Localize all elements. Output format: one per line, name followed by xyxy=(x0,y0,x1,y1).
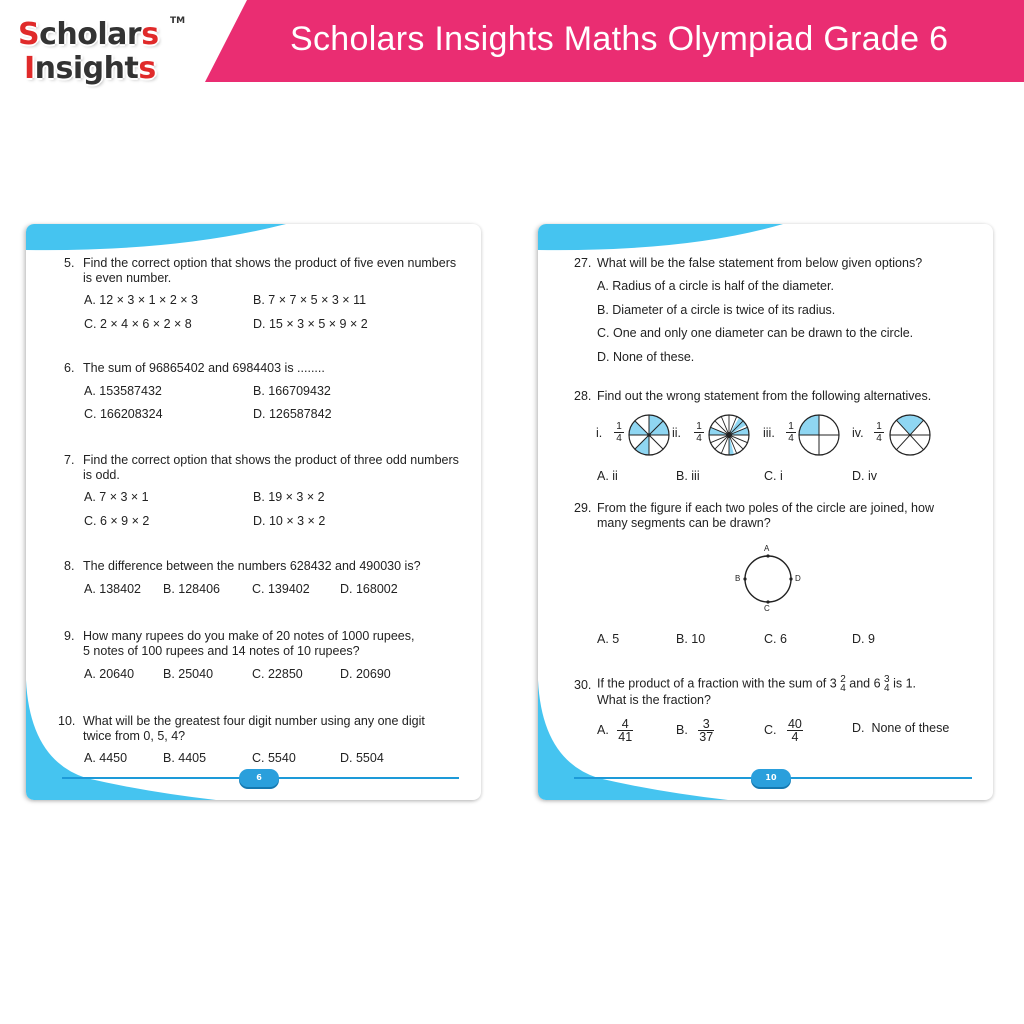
question-number: 9. xyxy=(64,629,75,643)
option-a[interactable]: A. 138402 xyxy=(84,582,141,596)
option-d[interactable]: D. iv xyxy=(852,469,877,483)
question-text: If the product of a fraction with the sum of 3 2 4 and 6 3 4 is 1. xyxy=(597,674,916,694)
question-text: many segments can be drawn? xyxy=(597,516,771,530)
option-a[interactable]: A. 153587432 xyxy=(84,384,162,398)
option-d[interactable]: D. 168002 xyxy=(340,582,398,596)
option-d[interactable]: D. 126587842 xyxy=(253,407,332,421)
option-c[interactable]: C. $\frac{40}{4}$ xyxy=(764,717,802,744)
option-a[interactable]: A. 4450 xyxy=(84,751,128,765)
question-number: 8. xyxy=(64,559,75,573)
option-d[interactable]: D. 20690 xyxy=(340,667,391,681)
question-text: How many rupees do you make of 20 notes of 1000 rupees, xyxy=(83,629,415,643)
option-b[interactable]: B. 4405 xyxy=(163,751,207,765)
top-swoosh-decoration xyxy=(26,224,286,258)
figure-label: i. xyxy=(596,426,603,440)
option-b[interactable]: B. 7 × 7 × 5 × 3 × 11 xyxy=(253,293,367,307)
option-a[interactable]: A. 7 × 3 × 1 xyxy=(84,490,149,504)
option-c[interactable]: C. 5540 xyxy=(252,751,296,765)
option-a[interactable]: A. ii xyxy=(597,469,618,483)
pie-quarters-icon xyxy=(798,414,840,456)
circle-with-points-diagram xyxy=(743,554,793,604)
option-a[interactable]: A. Radius of a circle is half of the diameter. xyxy=(597,279,834,293)
option-d[interactable]: D. None of these xyxy=(852,721,950,735)
question-number: 6. xyxy=(64,361,75,375)
fraction: $\frac{1}{4}$ xyxy=(874,421,884,444)
fraction: $\frac{1}{4}$ xyxy=(694,421,704,444)
option-b[interactable]: B. 19 × 3 × 2 xyxy=(253,490,325,504)
question-text: What is the fraction? xyxy=(597,693,711,707)
question-text: Find the correct option that shows the product of three odd numbers xyxy=(83,453,459,467)
page-number-badge: 6 xyxy=(239,769,279,787)
question-text: What will be the greatest four digit number using any one digit xyxy=(83,714,425,728)
question-text: twice from 0, 5, 4? xyxy=(83,729,186,743)
question-text: Find the correct option that shows the product of five even numbers xyxy=(83,256,457,270)
question-text: Find out the wrong statement from the following alternatives. xyxy=(597,389,932,403)
book-page-right xyxy=(538,224,993,800)
question-number: 27. xyxy=(574,256,592,270)
option-c[interactable]: C. 6 xyxy=(764,632,787,646)
option-d[interactable]: D. 9 xyxy=(852,632,875,646)
question-number: 10. xyxy=(58,714,76,728)
point-label-b: B xyxy=(735,574,741,583)
pie-sixteenths-icon xyxy=(708,414,750,456)
option-a[interactable]: A. 5 xyxy=(597,632,620,646)
question-text: The sum of 96865402 and 6984403 is ........ xyxy=(83,361,325,375)
figure-label: ii. xyxy=(672,426,682,440)
option-c[interactable]: C. 139402 xyxy=(252,582,310,596)
mixed-fraction: 3 4 xyxy=(884,674,890,694)
option-d[interactable]: D. None of these. xyxy=(597,350,695,364)
figure-label: iv. xyxy=(852,426,864,440)
option-b[interactable]: B. 128406 xyxy=(163,582,220,596)
option-d[interactable]: D. 5504 xyxy=(340,751,384,765)
book-page-left xyxy=(26,224,481,800)
option-d[interactable]: D. 15 × 3 × 5 × 9 × 2 xyxy=(253,317,368,331)
option-c[interactable]: C. 6 × 9 × 2 xyxy=(84,514,150,528)
option-b[interactable]: B. 166709432 xyxy=(253,384,331,398)
option-a[interactable]: A. 20640 xyxy=(84,667,135,681)
logo-line-2: Insights xyxy=(24,51,156,86)
scholars-insights-logo xyxy=(16,14,186,94)
option-b[interactable]: B. 25040 xyxy=(163,667,214,681)
option-c[interactable]: C. 2 × 4 × 6 × 2 × 8 xyxy=(84,317,192,331)
question-number: 28. xyxy=(574,389,592,403)
top-swoosh-decoration xyxy=(538,224,798,258)
question-number: 30. xyxy=(574,678,592,692)
question-text: is even number. xyxy=(83,271,172,285)
pie-eighths-icon xyxy=(628,414,670,456)
page-number-badge: 10 xyxy=(751,769,791,787)
question-text: is odd. xyxy=(83,468,120,482)
option-b[interactable]: B. Diameter of a circle is twice of its radius. xyxy=(597,303,836,317)
question-text: 5 notes of 100 rupees and 14 notes of 10 rupees? xyxy=(83,644,360,658)
option-a[interactable]: A. 12 × 3 × 1 × 2 × 3 xyxy=(84,293,198,307)
point-label-c: C xyxy=(764,604,770,613)
point-label-a: A xyxy=(764,544,770,553)
option-c[interactable]: C. 22850 xyxy=(252,667,303,681)
question-number: 5. xyxy=(64,256,75,270)
option-d[interactable]: D. 10 × 3 × 2 xyxy=(253,514,326,528)
option-b[interactable]: B. $\frac{3}{37}$ xyxy=(676,717,714,744)
option-b[interactable]: B. 10 xyxy=(676,632,706,646)
pie-uneven-parts-icon xyxy=(888,414,932,456)
fraction: $\frac{1}{4}$ xyxy=(786,421,796,444)
question-number: 29. xyxy=(574,501,592,515)
option-c[interactable]: C. i xyxy=(764,469,783,483)
option-a[interactable]: A. $\frac{4}{41}$ xyxy=(597,717,633,744)
option-c[interactable]: C. 166208324 xyxy=(84,407,163,421)
question-number: 7. xyxy=(64,453,75,467)
trademark-mark: TM xyxy=(170,16,186,26)
option-b[interactable]: B. iii xyxy=(676,469,700,483)
question-text: What will be the false statement from below given options? xyxy=(597,256,923,270)
page-title: Scholars Insights Maths Olympiad Grade 6 xyxy=(290,20,949,58)
point-label-d: D xyxy=(795,574,801,583)
mixed-fraction: 2 4 xyxy=(840,674,846,694)
question-text: From the figure if each two poles of the circle are joined, how xyxy=(597,501,934,515)
logo-line-1: Scholars xyxy=(18,17,159,52)
question-text: The difference between the numbers 628432 and 490030 is? xyxy=(83,559,421,573)
option-c[interactable]: C. One and only one diameter can be drawn to the circle. xyxy=(597,326,914,340)
figure-label: iii. xyxy=(763,426,775,440)
fraction: $\frac{1}{4}$ xyxy=(614,421,624,444)
